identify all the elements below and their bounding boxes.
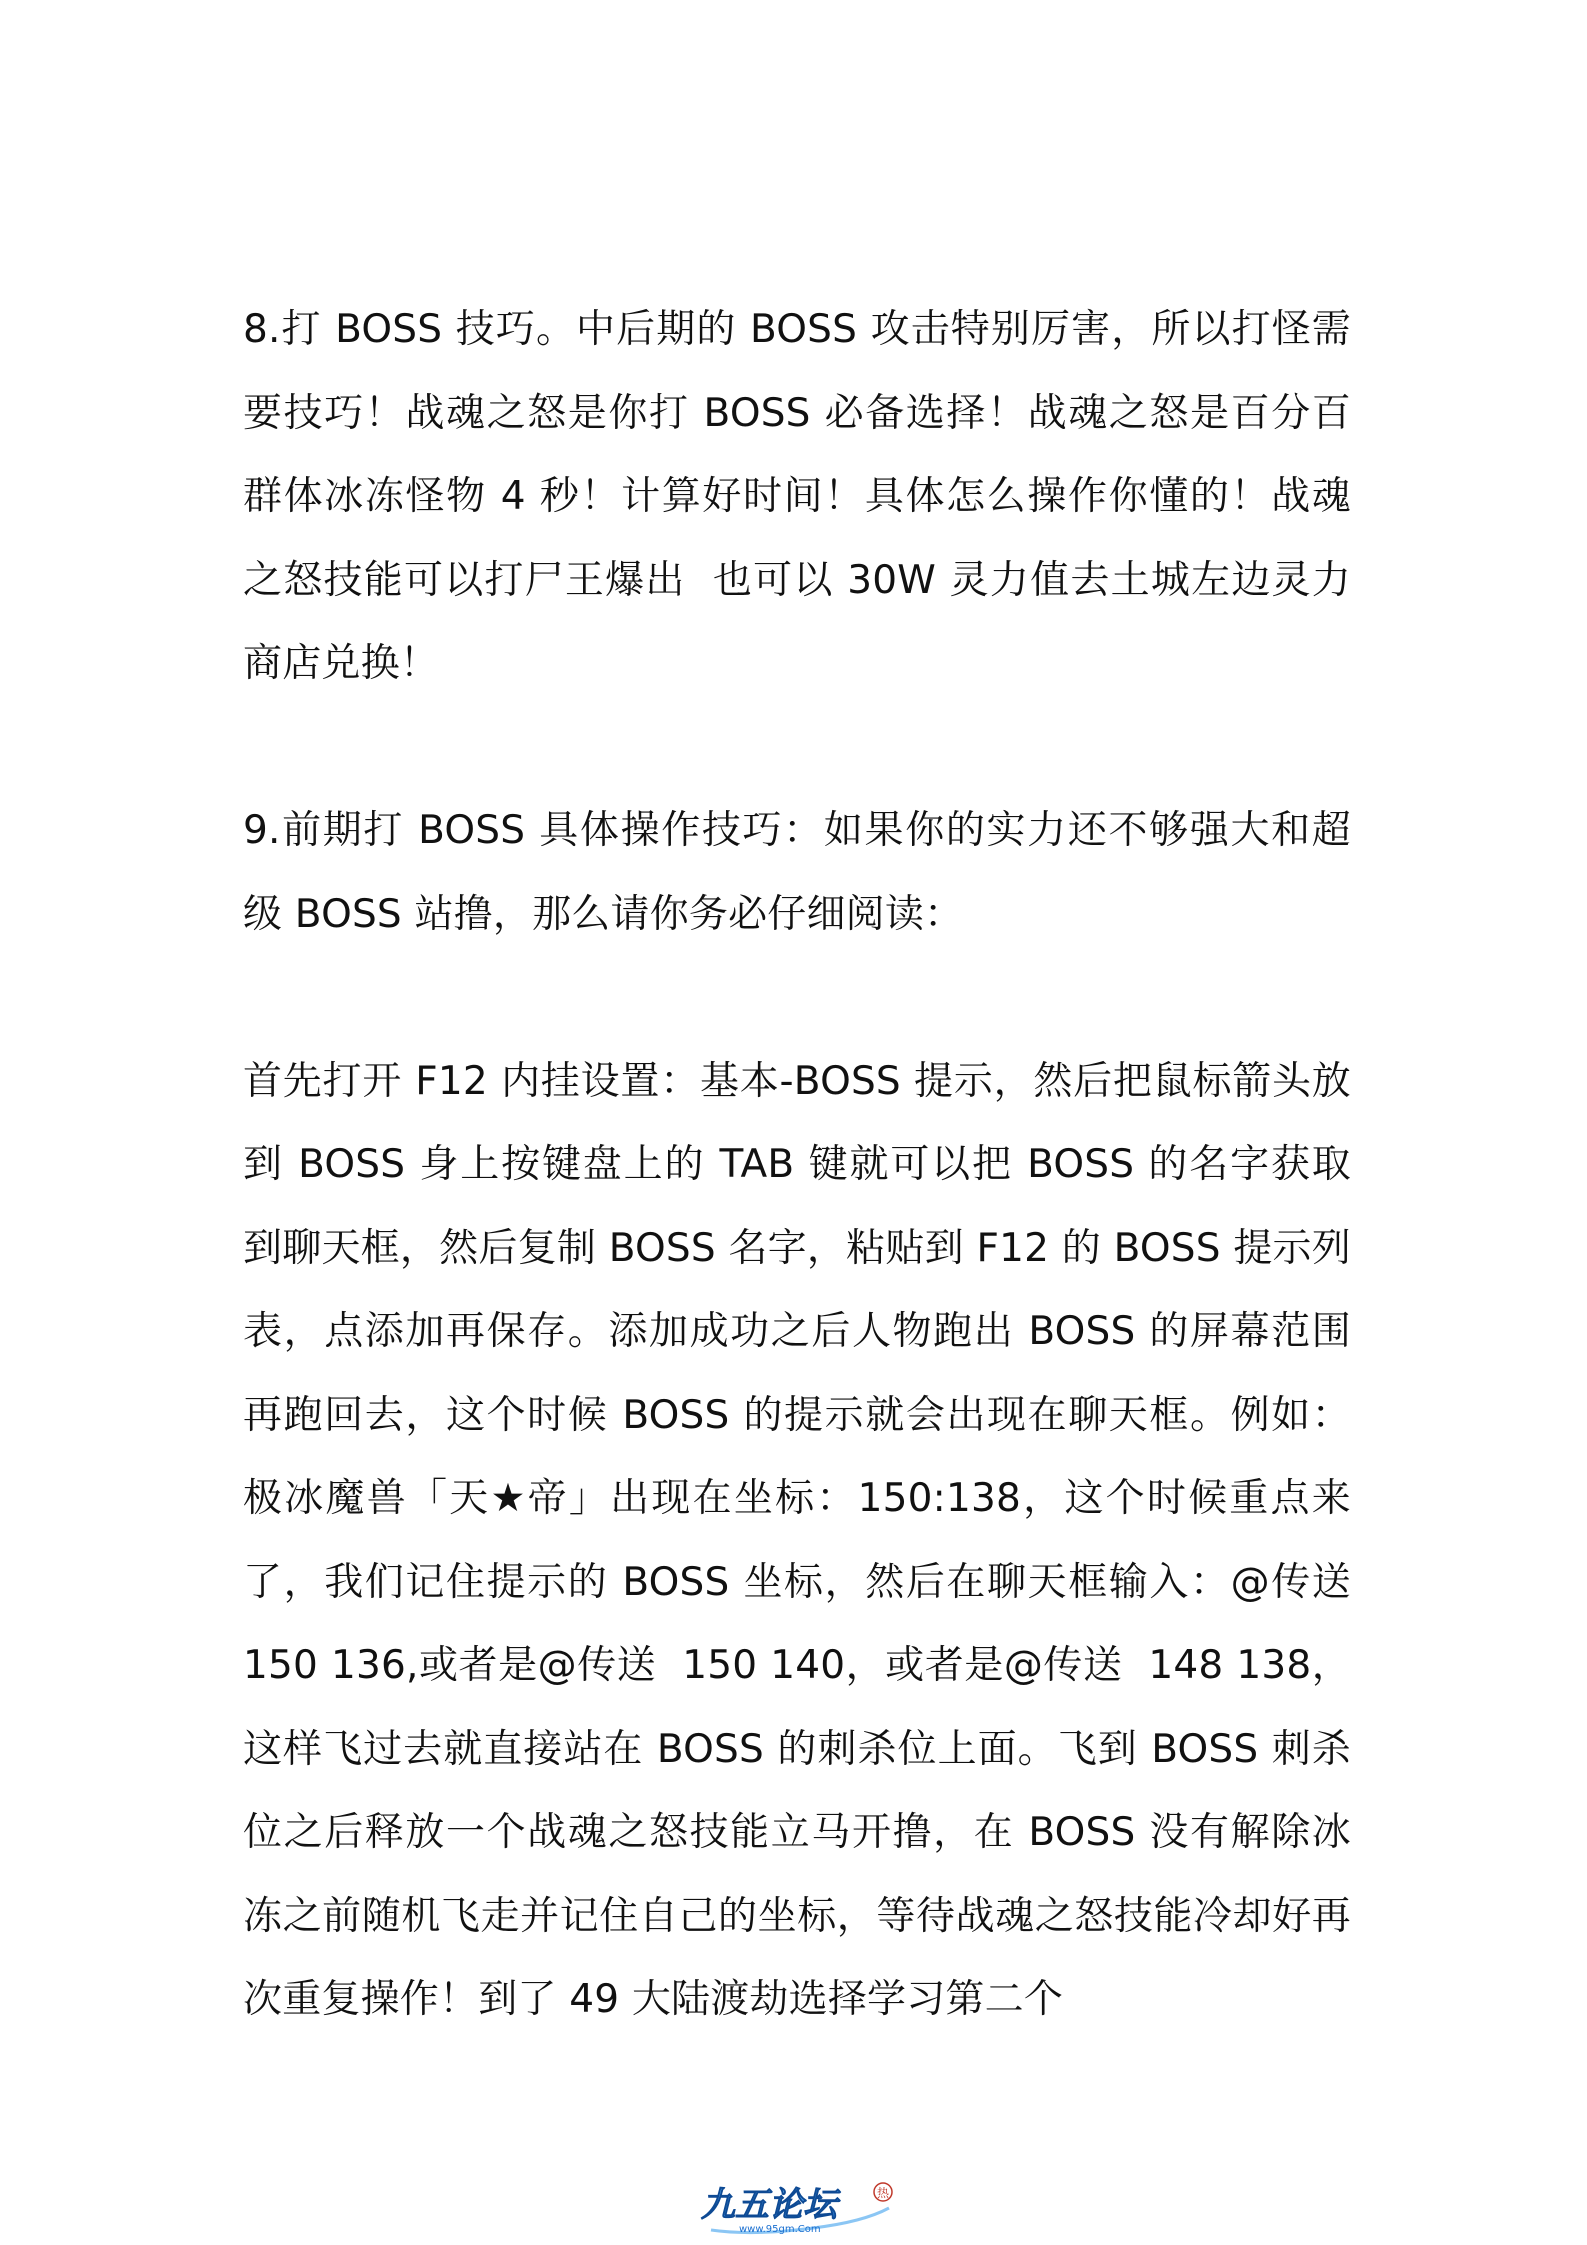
forum-logo-graphic bbox=[693, 2178, 903, 2238]
document-body bbox=[243, 288, 1377, 2042]
paragraph-early-boss-tips: 9.前期打 BOSS 具体操作技巧：如果你的实力还不够强大和超级 BOSS 站撸，那么请你务必仔细阅读： bbox=[243, 808, 1351, 937]
forum-logo bbox=[693, 2178, 903, 2238]
paragraph-boss-tips: 8.打 BOSS 技巧。中后期的 BOSS 攻击特别厉害，所以打怪需要技巧！战魂之怒是你打 BOSS 必备选择！战魂之怒是百分百群体冰冻怪物 4 秒！计算好时间！具体怎么操作你懂的！战魂之怒技能可以打尸王爆出 也可以 30W 灵力值去土城左边灵力商店兑换！ bbox=[243, 307, 1351, 686]
logo-text: 九五论坛 bbox=[701, 2185, 837, 2225]
logo-badge: 热 bbox=[877, 2186, 890, 2200]
logo-url: www.95gm.Com bbox=[739, 2224, 821, 2235]
paragraph-f12-setup: 首先打开 F12 内挂设置：基本-BOSS 提示，然后把鼠标箭头放到 BOSS 身上按键盘上的 TAB 键就可以把 BOSS 的名字获取到聊天框，然后复制 BOSS 名字，粘贴到 F12 的 BOSS 提示列表，点添加再保存。添加成功之后人物跑出 BOSS 的屏幕范围再跑回去，这个时候 BOSS 的提示就会出现在聊天框。例如：极冰魔兽「天★帝」出现在坐标：150:138，这个时候重点来了，我们记住提示的 BOSS 坐标，然后在聊天框输入：@传送 150 136,或者是@传送 150 140，或者是@传送 148 138，这样飞过去就直接站在 BOSS 的刺杀位上面。飞到 BOSS 刺杀位之后释放一个战魂之怒技能立马开撸，在 BOSS 没有解除冰冻之前随机飞走并记住自己的坐标，等待战魂之怒技能冷却好再次重复操作！到了 49 大陆渡劫选择学习第二个 bbox=[243, 1058, 1377, 2022]
